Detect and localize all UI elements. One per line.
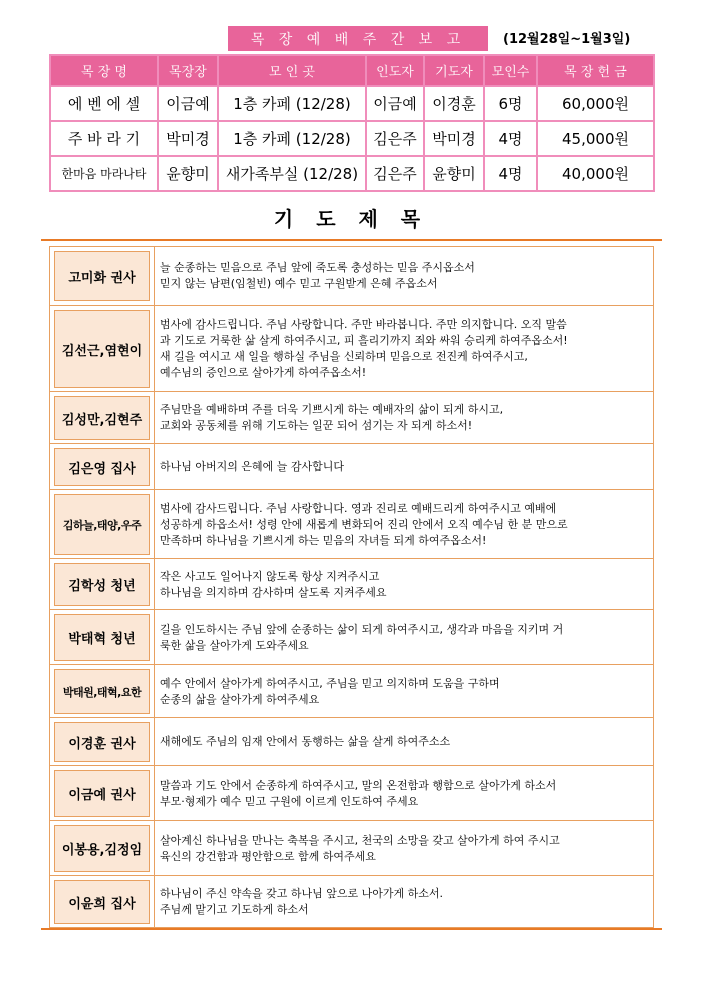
column-divider: [154, 610, 155, 665]
prayer-row: [50, 820, 653, 876]
prayer-text: [160, 610, 649, 665]
prayer-line: 과 기도로 거룩한 삶 살게 하여주시고, 피 흘리기까지 죄와 싸워 승리케 하여주옵소서!: [160, 334, 568, 347]
prayer-name: 이윤희 집사: [54, 880, 150, 924]
header-count: 모인수: [484, 55, 537, 86]
table-row: [50, 86, 654, 121]
cell-group-name: 주 바 라 기: [50, 121, 158, 156]
bottom-divider-line: [41, 928, 662, 930]
prayer-line: 하나님 아버지의 은혜에 늘 감사합니다: [160, 460, 345, 473]
cell-guide: 김은주: [366, 156, 424, 191]
prayer-line: 새 길을 여시고 새 일을 행하실 주님을 신뢰하며 믿음으로 전진케 하여주시고,: [160, 350, 528, 363]
prayer-name: 박태원,태혁,요한: [54, 669, 150, 714]
prayer-row: [50, 489, 653, 559]
cell-count: 4명: [484, 121, 537, 156]
table-row: [50, 121, 654, 156]
report-title: 목 장 예 배 주 간 보 고: [228, 26, 488, 51]
prayer-line: 룩한 삶을 살아가게 도와주세요: [160, 638, 309, 652]
prayer-text: [160, 247, 649, 305]
cell-place: 1층 카페 (12/28): [218, 86, 366, 121]
prayer-name: 고미화 권사: [54, 251, 150, 301]
header-offering: 목 장 헌 금: [537, 55, 654, 86]
prayer-text: [160, 444, 649, 490]
cell-count: 6명: [484, 86, 537, 121]
prayer-line: 교회와 공동체를 위해 기도하는 일꾼 되어 섬기는 자 되게 하소서!: [160, 419, 473, 432]
prayer-line: 새해에도 주님의 임재 안에서 동행하는 삶을 살게 하여주소소: [160, 735, 451, 748]
prayer-name: 김성만,김현주: [54, 396, 150, 440]
prayer-line: 성공하게 하옵소서! 성령 안에 새롭게 변화되어 진리 안에서 오직 예수님 한 분 만으로: [160, 517, 568, 531]
prayer-text: [160, 559, 649, 610]
prayer-line: 하나님을 의지하며 감사하며 살도록 지켜주세요: [160, 585, 387, 599]
cell-group-name: 에 벤 에 셀: [50, 86, 158, 121]
prayer-name: 이금예 권사: [54, 770, 150, 817]
cell-guide: 김은주: [366, 121, 424, 156]
prayer-line: 늘 순종하는 믿음으로 주님 앞에 죽도록 충성하는 믿음 주시옵소서: [160, 261, 475, 274]
cell-prayer: 박미경: [424, 121, 484, 156]
prayer-line: 육신의 강건함과 평안함으로 함께 하여주세요: [160, 849, 376, 863]
table-row: [50, 156, 654, 191]
top-divider-line: [41, 239, 662, 241]
prayer-row: [50, 558, 653, 610]
prayer-section-title: 기 도 제 목: [273, 207, 429, 231]
header-leader: 목장장: [158, 55, 218, 86]
summary-table: [49, 54, 655, 192]
prayer-text: [160, 665, 649, 718]
column-divider: [154, 490, 155, 559]
cell-offering: 45,000원: [537, 121, 654, 156]
prayer-line: 순종의 삶을 살아가게 하여주세요: [160, 692, 320, 706]
cell-offering: 60,000원: [537, 86, 654, 121]
prayer-line: 범사에 감사드립니다. 주님 사랑합니다. 영과 진리로 예배드리게 하여주시고 예배에: [160, 501, 557, 515]
prayer-line: 작은 사고도 일어나지 않도록 항상 지켜주시고: [160, 569, 380, 583]
cell-group-name: 한마음 마라나타: [50, 156, 158, 191]
cell-place: 1층 카페 (12/28): [218, 121, 366, 156]
prayer-line: 주님께 맡기고 기도하게 하소서: [160, 903, 309, 916]
prayer-row: [50, 609, 653, 665]
prayer-line: 살아계신 하나님을 만나는 축복을 주시고, 천국의 소망을 갖고 살아가게 하여 주시고: [160, 833, 560, 847]
cell-leader: 박미경: [158, 121, 218, 156]
report-period: (12월28일~1월3일): [503, 32, 631, 47]
prayer-line: 하나님이 주신 약속을 갖고 하나님 앞으로 나아가게 하소서.: [160, 887, 443, 900]
column-divider: [154, 392, 155, 444]
prayer-name: 이경훈 권사: [54, 722, 150, 762]
prayer-row: [50, 305, 653, 392]
header-group-name: 목 장 명: [50, 55, 158, 86]
summary-header-row: [50, 55, 654, 86]
cell-leader: 이금예: [158, 86, 218, 121]
prayer-line: 말씀과 기도 안에서 순종하게 하여주시고, 말의 온전함과 행함으로 살아가게 하소서: [160, 778, 557, 792]
prayer-line: 주님만을 예배하며 주를 더욱 기쁘시게 하는 예배자의 삶이 되게 하시고,: [160, 403, 504, 416]
prayer-text: [160, 821, 649, 876]
prayer-row: [50, 664, 653, 718]
column-divider: [154, 718, 155, 766]
column-divider: [154, 247, 155, 305]
prayer-text: [160, 490, 649, 559]
cell-place: 새가족부실 (12/28): [218, 156, 366, 191]
header-prayer: 기도자: [424, 55, 484, 86]
prayer-text: [160, 718, 649, 766]
prayer-name: 김은영 집사: [54, 448, 150, 486]
cell-count: 4명: [484, 156, 537, 191]
prayer-line: 길을 인도하시는 주님 앞에 순종하는 삶이 되게 하여주시고, 생각과 마음을 지키며 거: [160, 622, 564, 636]
prayer-line: 예수님의 증인으로 살아가게 하여주옵소서!: [160, 366, 367, 379]
prayer-row: [50, 765, 653, 821]
column-divider: [154, 821, 155, 876]
column-divider: [154, 559, 155, 610]
column-divider: [154, 665, 155, 718]
prayer-line: 부모·형제가 예수 믿고 구원에 이르게 인도하여 주세요: [160, 794, 419, 808]
prayer-text: [160, 766, 649, 821]
prayer-line: 예수 안에서 살아가게 하여주시고, 주님을 믿고 의지하며 도움을 구하며: [160, 676, 500, 690]
prayer-list: [49, 246, 654, 928]
cell-prayer: 윤향미: [424, 156, 484, 191]
prayer-row: [50, 717, 653, 766]
prayer-text: [160, 876, 649, 928]
prayer-text: [160, 306, 649, 392]
prayer-row: [50, 247, 653, 305]
prayer-line: 만족하며 하나님을 기쁘시게 하는 믿음의 자녀들 되게 하여주옵소서!: [160, 533, 487, 547]
prayer-name: 김학성 청년: [54, 563, 150, 606]
prayer-text: [160, 392, 649, 444]
column-divider: [154, 766, 155, 821]
prayer-row: [50, 443, 653, 490]
column-divider: [154, 876, 155, 928]
prayer-name: 김하늘,태양,우주: [54, 494, 150, 555]
column-divider: [154, 306, 155, 392]
prayer-name: 이봉용,김정임: [54, 825, 150, 872]
prayer-line: 믿지 않는 남편(임철빈) 예수 믿고 구원받게 은혜 주옵소서: [160, 277, 438, 290]
prayer-row: [50, 875, 653, 928]
prayer-name: 김선근,염현이: [54, 310, 150, 388]
prayer-row: [50, 391, 653, 444]
cell-guide: 이금예: [366, 86, 424, 121]
prayer-line: 범사에 감사드립니다. 주님 사랑합니다. 주만 바라봅니다. 주만 의지합니다. 오직 말씀: [160, 318, 567, 331]
prayer-name: 박태혁 청년: [54, 614, 150, 661]
column-divider: [154, 444, 155, 490]
cell-prayer: 이경훈: [424, 86, 484, 121]
header-guide: 인도자: [366, 55, 424, 86]
header-place: 모 인 곳: [218, 55, 366, 86]
cell-leader: 윤향미: [158, 156, 218, 191]
cell-offering: 40,000원: [537, 156, 654, 191]
